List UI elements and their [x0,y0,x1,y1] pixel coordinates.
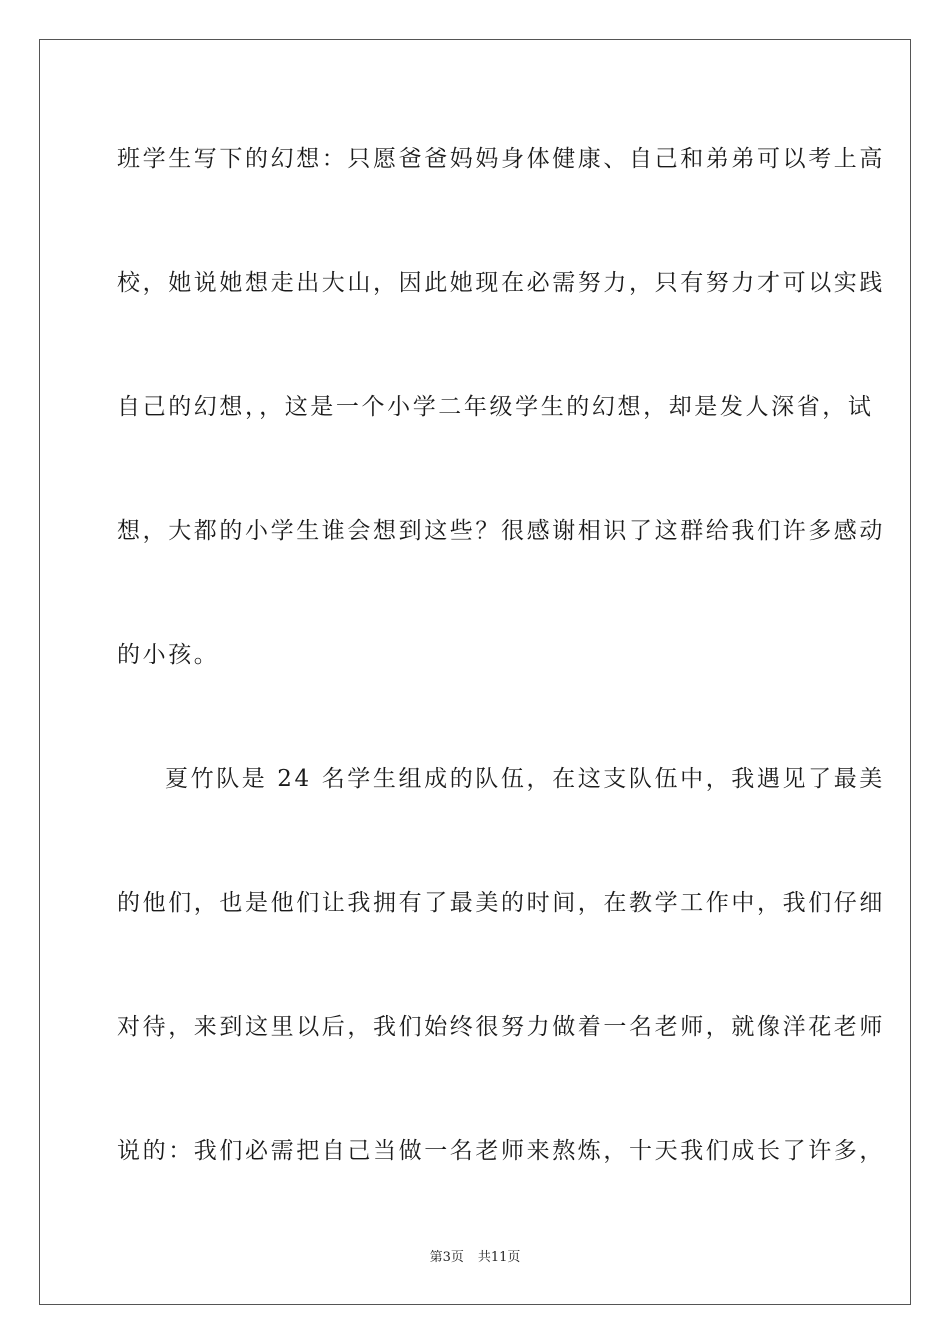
page-footer [0,1246,950,1265]
text-line: 校，她说她想走出大山，因此她现在必需努力，只有努力才可以实践 [117,270,885,296]
text-line: 想，大都的小学生谁会想到这些？很感谢相识了这群给我们许多感动 [117,518,885,544]
text-line: 对待，来到这里以后，我们始终很努力做着一名老师，就像洋花老师 [117,1014,885,1040]
text-line: 的他们，也是他们让我拥有了最美的时间，在教学工作中，我们仔细 [117,890,885,916]
page-number: 第3页 [429,1250,464,1265]
text-line: 夏竹队是 24 名学生组成的队伍，在这支队伍中，我遇见了最美 [165,766,885,792]
text-line: 自己的幻想，，这是一个小学二年级学生的幻想，却是发人深省，试 [117,394,874,420]
text-line: 说的：我们必需把自己当做一名老师来熬炼，十天我们成长了许多， [117,1138,885,1164]
body-text [117,128,885,1244]
page-total: 共11页 [477,1250,521,1265]
text-line: 的小孩。 [117,642,220,668]
text-line: 班学生写下的幻想：只愿爸爸妈妈身体健康、自己和弟弟可以考上高 [117,146,885,172]
